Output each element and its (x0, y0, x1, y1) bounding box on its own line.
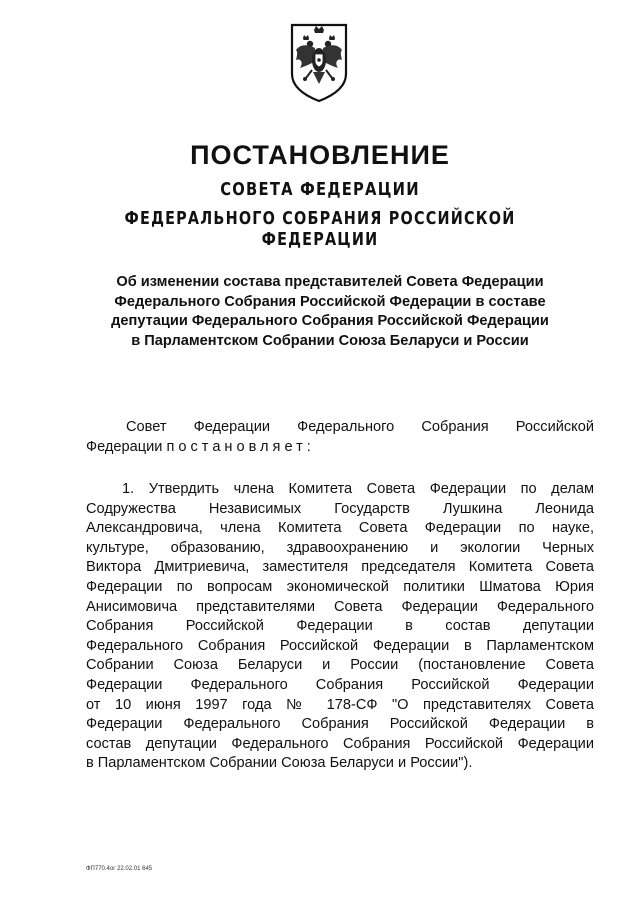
paragraph-line: Виктора Дмитриевича, заместителя председателя Комитета Совета (86, 559, 594, 576)
paragraph-line: Александровича, члена Комитета Совета Федерации по науке, (86, 520, 594, 537)
paragraph-line: Федерации по вопросам экономической политики Шматова Юрия (86, 578, 594, 595)
document-footer-code: ФП770.4ог 22.02.01 645 (86, 866, 153, 872)
paragraph-line: Федерации Федерального Собрания Российской Федерации в (86, 716, 594, 733)
subject-line: депутации Федерального Собрания Российской Федерации (111, 313, 549, 329)
paragraph-line: Содружества Независимых Государств Лушкина Леонида (86, 500, 594, 517)
intro-line-2-start: Федерации (86, 438, 163, 455)
document-subject (80, 273, 580, 351)
russian-coat-of-arms-icon (288, 22, 350, 104)
document-type-title: ПОСТАНОВЛЕНИЕ (190, 140, 450, 170)
subject-line: в Парламентском Собрании Союза Беларуси и России (131, 332, 529, 349)
paragraph-line: Федерального Собрания Российской Федерации в Парламентском (86, 637, 594, 654)
subject-line: Об изменении состава представителей Совета Федерации (116, 274, 544, 290)
paragraph-1 (86, 480, 594, 774)
intro-line-2 (86, 438, 594, 458)
paragraph-line: Федерации Федерального Собрания Российской Федерации (86, 676, 594, 693)
paragraph-line: Анисимовича представителями Совета Федерации Федерального (86, 598, 594, 615)
subject-line: Федерального Собрания Российской Федерации в составе (114, 293, 546, 310)
paragraph-line: от 10 июня 1997 года № 178-СФ "О представителях Совета (86, 696, 594, 713)
decree-verb: постановляет: (166, 438, 315, 455)
issuer-subtitle-2: ФЕДЕРАЛЬНОГО СОБРАНИЯ РОССИЙСКОЙ ФЕДЕРАЦИИ (124, 208, 516, 250)
paragraph-line: 1. Утвердить члена Комитета Совета Федерации по делам (122, 481, 594, 497)
paragraph-line: культуре, образованию, здравоохранению и экологии Черных (86, 539, 594, 556)
paragraph-line: Собрания Российской Федерации в состав депутации (86, 618, 594, 635)
paragraph-line: состав депутации Федерального Собрания Российской Федерации (86, 735, 594, 752)
issuer-subtitle-1: СОВЕТА ФЕДЕРАЦИИ (220, 179, 420, 200)
intro-line-1: Совет Федерации Федерального Собрания Российской (126, 419, 594, 435)
paragraph-line: Собрании Союза Беларуси и России (постановление Совета (86, 657, 594, 674)
paragraph-line: в Парламентском Собрании Союза Беларуси и России"). (86, 755, 473, 772)
resolution-intro (86, 418, 594, 457)
